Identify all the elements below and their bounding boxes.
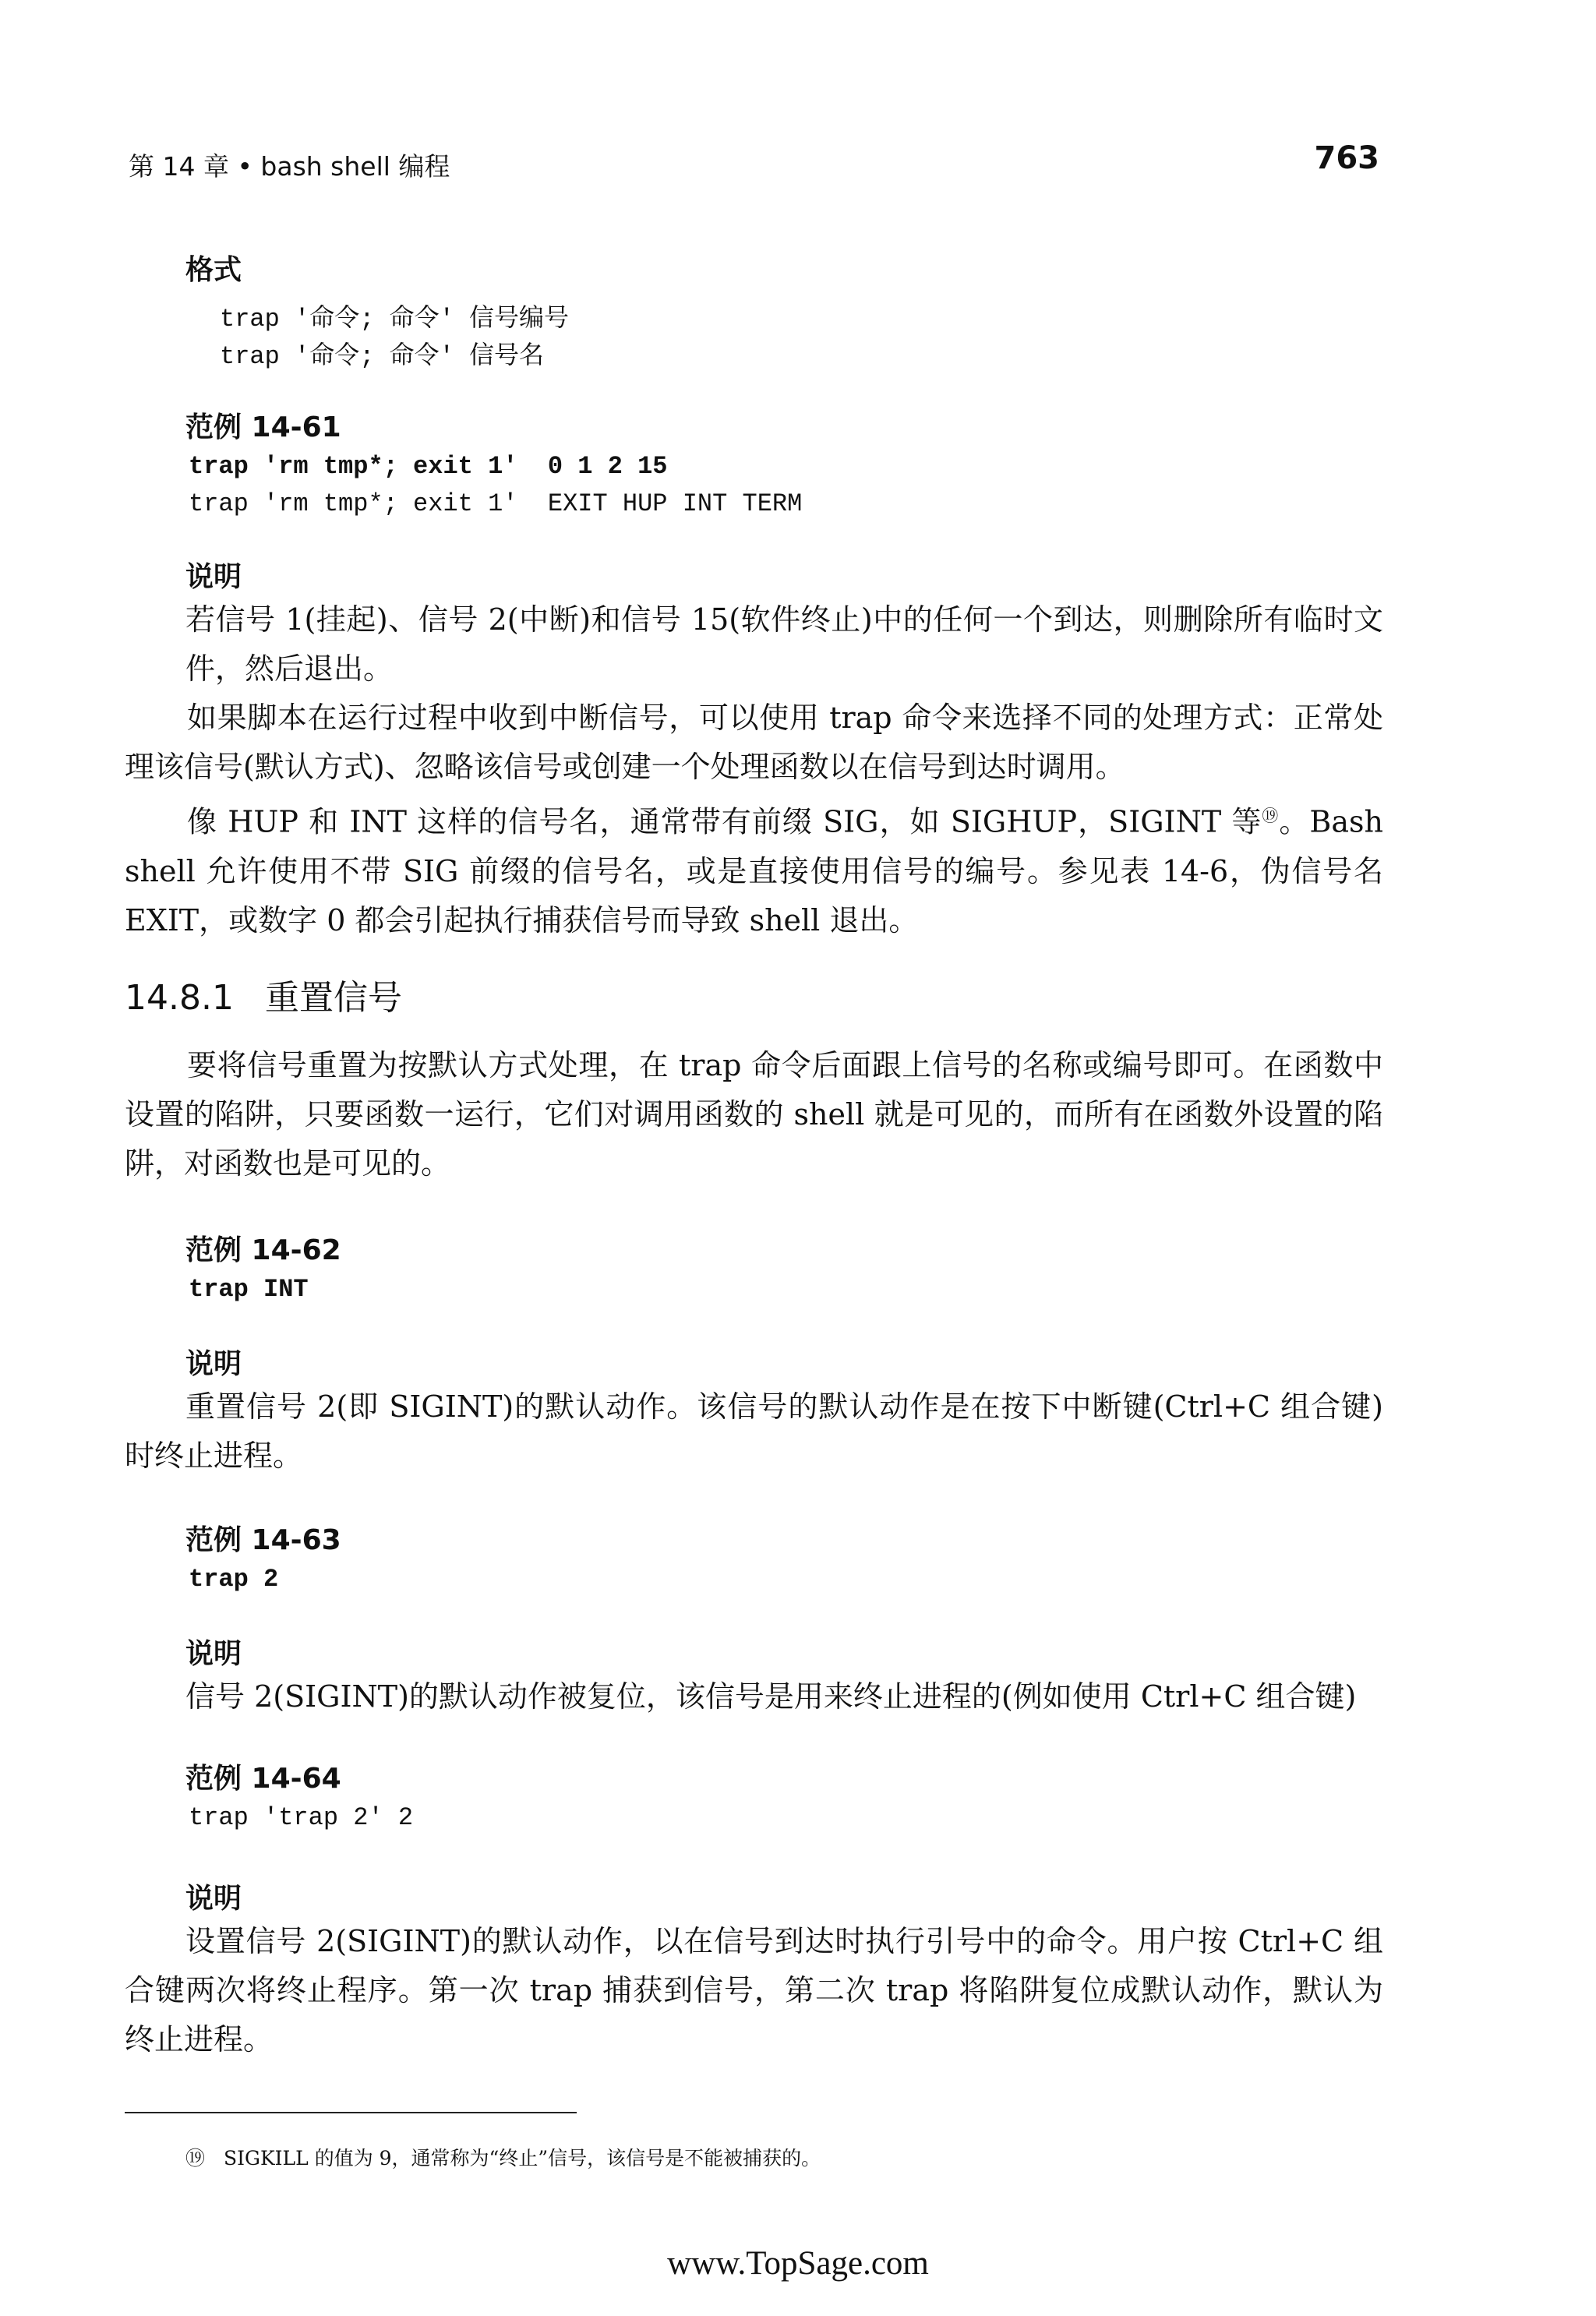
footnote-ref: ⑲ [1262, 807, 1280, 825]
example-14-62-code: trap INT [189, 1275, 309, 1304]
example-14-61-code: trap 'rm tmp*; exit 1' EXIT HUP INT TERM [189, 489, 803, 518]
example-14-61-heading: 范例 14-61 [185, 411, 341, 443]
paragraph-text: 。Bash shell 允许使用不带 SIG 前缀的信号名，或是直接使用信号的编号。参见表 14-6，伪信号名 EXIT，或数字 0 都会引起执行捕获信号而导致 shell 退出。 [125, 804, 1383, 937]
page-number: 763 [1314, 140, 1379, 176]
example-14-61-explain-heading: 说明 [185, 561, 242, 593]
example-14-61-explain-text [185, 595, 1383, 694]
paragraph-handling: 如果脚本在运行过程中收到中断信号，可以使用 trap 命令来选择不同的处理方式：正常处理该信号(默认方式)、忽略该信号或创建一个处理函数以在信号到达时调用。 [125, 701, 1384, 784]
example-14-64-code: trap 'trap 2' 2 [189, 1803, 414, 1832]
running-head: 第 14 章 • bash shell 编程 [129, 151, 450, 182]
example-14-62-heading: 范例 14-62 [185, 1234, 341, 1266]
section-number: 14.8.1 [125, 978, 234, 1018]
explain-text: 重置信号 2(即 SIGINT)的默认动作。该信号的默认动作是在按下中断键(Ctrl+C 组合键)时终止进程。 [125, 1389, 1383, 1473]
format-heading: 格式 [185, 254, 242, 286]
footnote-rule [125, 2112, 577, 2113]
footnote-text: SIGKILL 的值为 9，通常称为“终止”信号，该信号是不能被捕获的。 [224, 2147, 821, 2169]
paragraph-signal-names [125, 792, 1383, 945]
footer-url: www.TopSage.com [667, 2245, 929, 2282]
example-14-63-explain-heading: 说明 [185, 1638, 242, 1670]
example-14-62-explain-text [125, 1382, 1383, 1481]
example-14-64-explain-heading: 说明 [185, 1883, 242, 1915]
example-14-63-explain-text: 信号 2(SIGINT)的默认动作被复位，该信号是用来终止进程的(例如使用 Ctrl+C 组合键) [185, 1679, 1357, 1714]
example-14-64-explain-text [125, 1917, 1383, 2064]
paragraph-text: 像 HUP 和 INT 这样的信号名，通常带有前缀 SIG，如 SIGHUP，SIGINT 等 [187, 804, 1262, 839]
explain-text: 若信号 1(挂起)、信号 2(中断)和信号 15(软件终止)中的任何一个到达，则删除所有临时文件，然后退出。 [185, 602, 1383, 686]
section-title [125, 969, 402, 1019]
format-line-2: trap '命令; 命令' 信号名 [220, 342, 545, 371]
section-title-text: 重置信号 [264, 978, 402, 1018]
format-line-1: trap '命令; 命令' 信号编号 [220, 305, 570, 334]
footnote-mark: ⑲ [185, 2147, 206, 2169]
footnote [185, 2143, 821, 2171]
example-14-64-heading: 范例 14-64 [185, 1763, 341, 1795]
example-14-63-code: trap 2 [189, 1565, 279, 1594]
example-14-62-explain-heading: 说明 [185, 1348, 242, 1380]
example-14-61-code-bold: trap 'rm tmp*; exit 1' 0 1 2 15 [189, 452, 668, 481]
example-14-63-heading: 范例 14-63 [185, 1524, 341, 1556]
section-intro: 要将信号重置为按默认方式处理，在 trap 命令后面跟上信号的名称或编号即可。在函数中设置的陷阱，只要函数一运行，它们对调用函数的 shell 就是可见的，而所有在函数外设置的陷阱，对函数也是可见的。 [125, 1048, 1384, 1181]
explain-text: 设置信号 2(SIGINT)的默认动作，以在信号到达时执行引号中的命令。用户按 Ctrl+C 组合键两次将终止程序。第一次 trap 捕获到信号，第二次 trap 将陷阱复位成默认动作，默认为终止进程。 [125, 1924, 1383, 2057]
